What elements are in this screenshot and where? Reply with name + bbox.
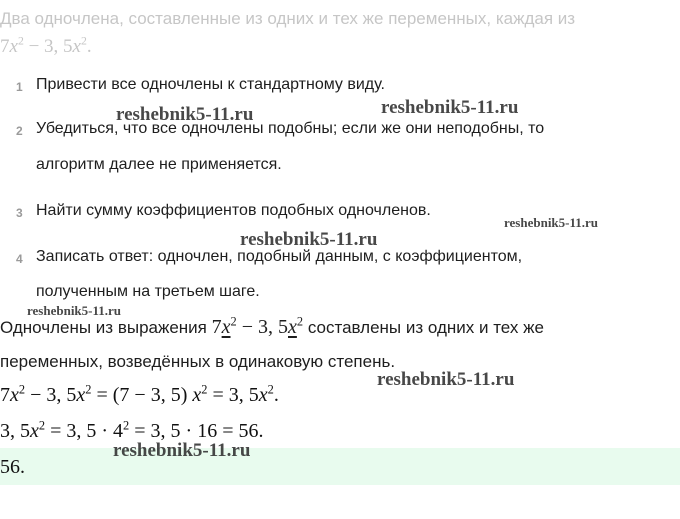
watermark: reshebnik5-11.ru bbox=[504, 215, 599, 230]
intro-text: Два одночлена, составленные из одних и тех же переменных, каждая из bbox=[0, 9, 576, 28]
step-text: Найти сумму коэффициентов подобных одночленов. bbox=[36, 202, 431, 219]
step-text: Убедиться, что все одночлены подобны; если же они неподобны, то bbox=[36, 120, 545, 137]
explanation-line-1: Одночлены из выражения $7x^2 - 3$, $5x^2$ составлены из одних и тех же bbox=[0, 314, 544, 338]
equation-line-1: $7x^2 - 3$, $5x^2 = (7 - 3$, 5) $x^2 = 3$, $5x^2$. bbox=[0, 382, 279, 406]
step-text-cont: алгоритм далее не применяется. bbox=[36, 156, 282, 173]
watermark: reshebnik5-11.ru bbox=[240, 229, 378, 250]
answer-block bbox=[0, 448, 680, 485]
watermark: reshebnik5-11.ru bbox=[116, 104, 254, 125]
inline-expression: $7x^2 - 3$, $5x^2$ bbox=[211, 314, 304, 338]
watermark: reshebnik5-11.ru bbox=[381, 97, 519, 118]
step-number: 4 bbox=[16, 252, 23, 266]
answer-value: 56. bbox=[0, 456, 25, 478]
watermark: reshebnik5-11.ru bbox=[27, 303, 122, 318]
explanation-line-2: переменных, возведённых в одинаковую степень. bbox=[0, 352, 396, 371]
step-text: Записать ответ: одночлен, подобный данным, с коэффициентом, bbox=[36, 248, 523, 265]
step-text: Привести все одночлены к стандартному виду. bbox=[36, 76, 385, 93]
step-number: 3 bbox=[16, 206, 23, 220]
equation-line-2: 3, $5x^2 = 3$, $5 \cdot 4^2 = 3$, 5 · 16 = 56. bbox=[0, 418, 264, 442]
step-number: 1 bbox=[16, 80, 23, 94]
watermark: reshebnik5-11.ru bbox=[377, 369, 515, 390]
step-text-cont: полученным на третьем шаге. bbox=[36, 283, 260, 300]
step-number: 2 bbox=[16, 124, 23, 138]
watermark: reshebnik5-11.ru bbox=[113, 440, 251, 461]
intro-math: $7x^2 - 3$, $5x^2$. bbox=[0, 34, 92, 57]
